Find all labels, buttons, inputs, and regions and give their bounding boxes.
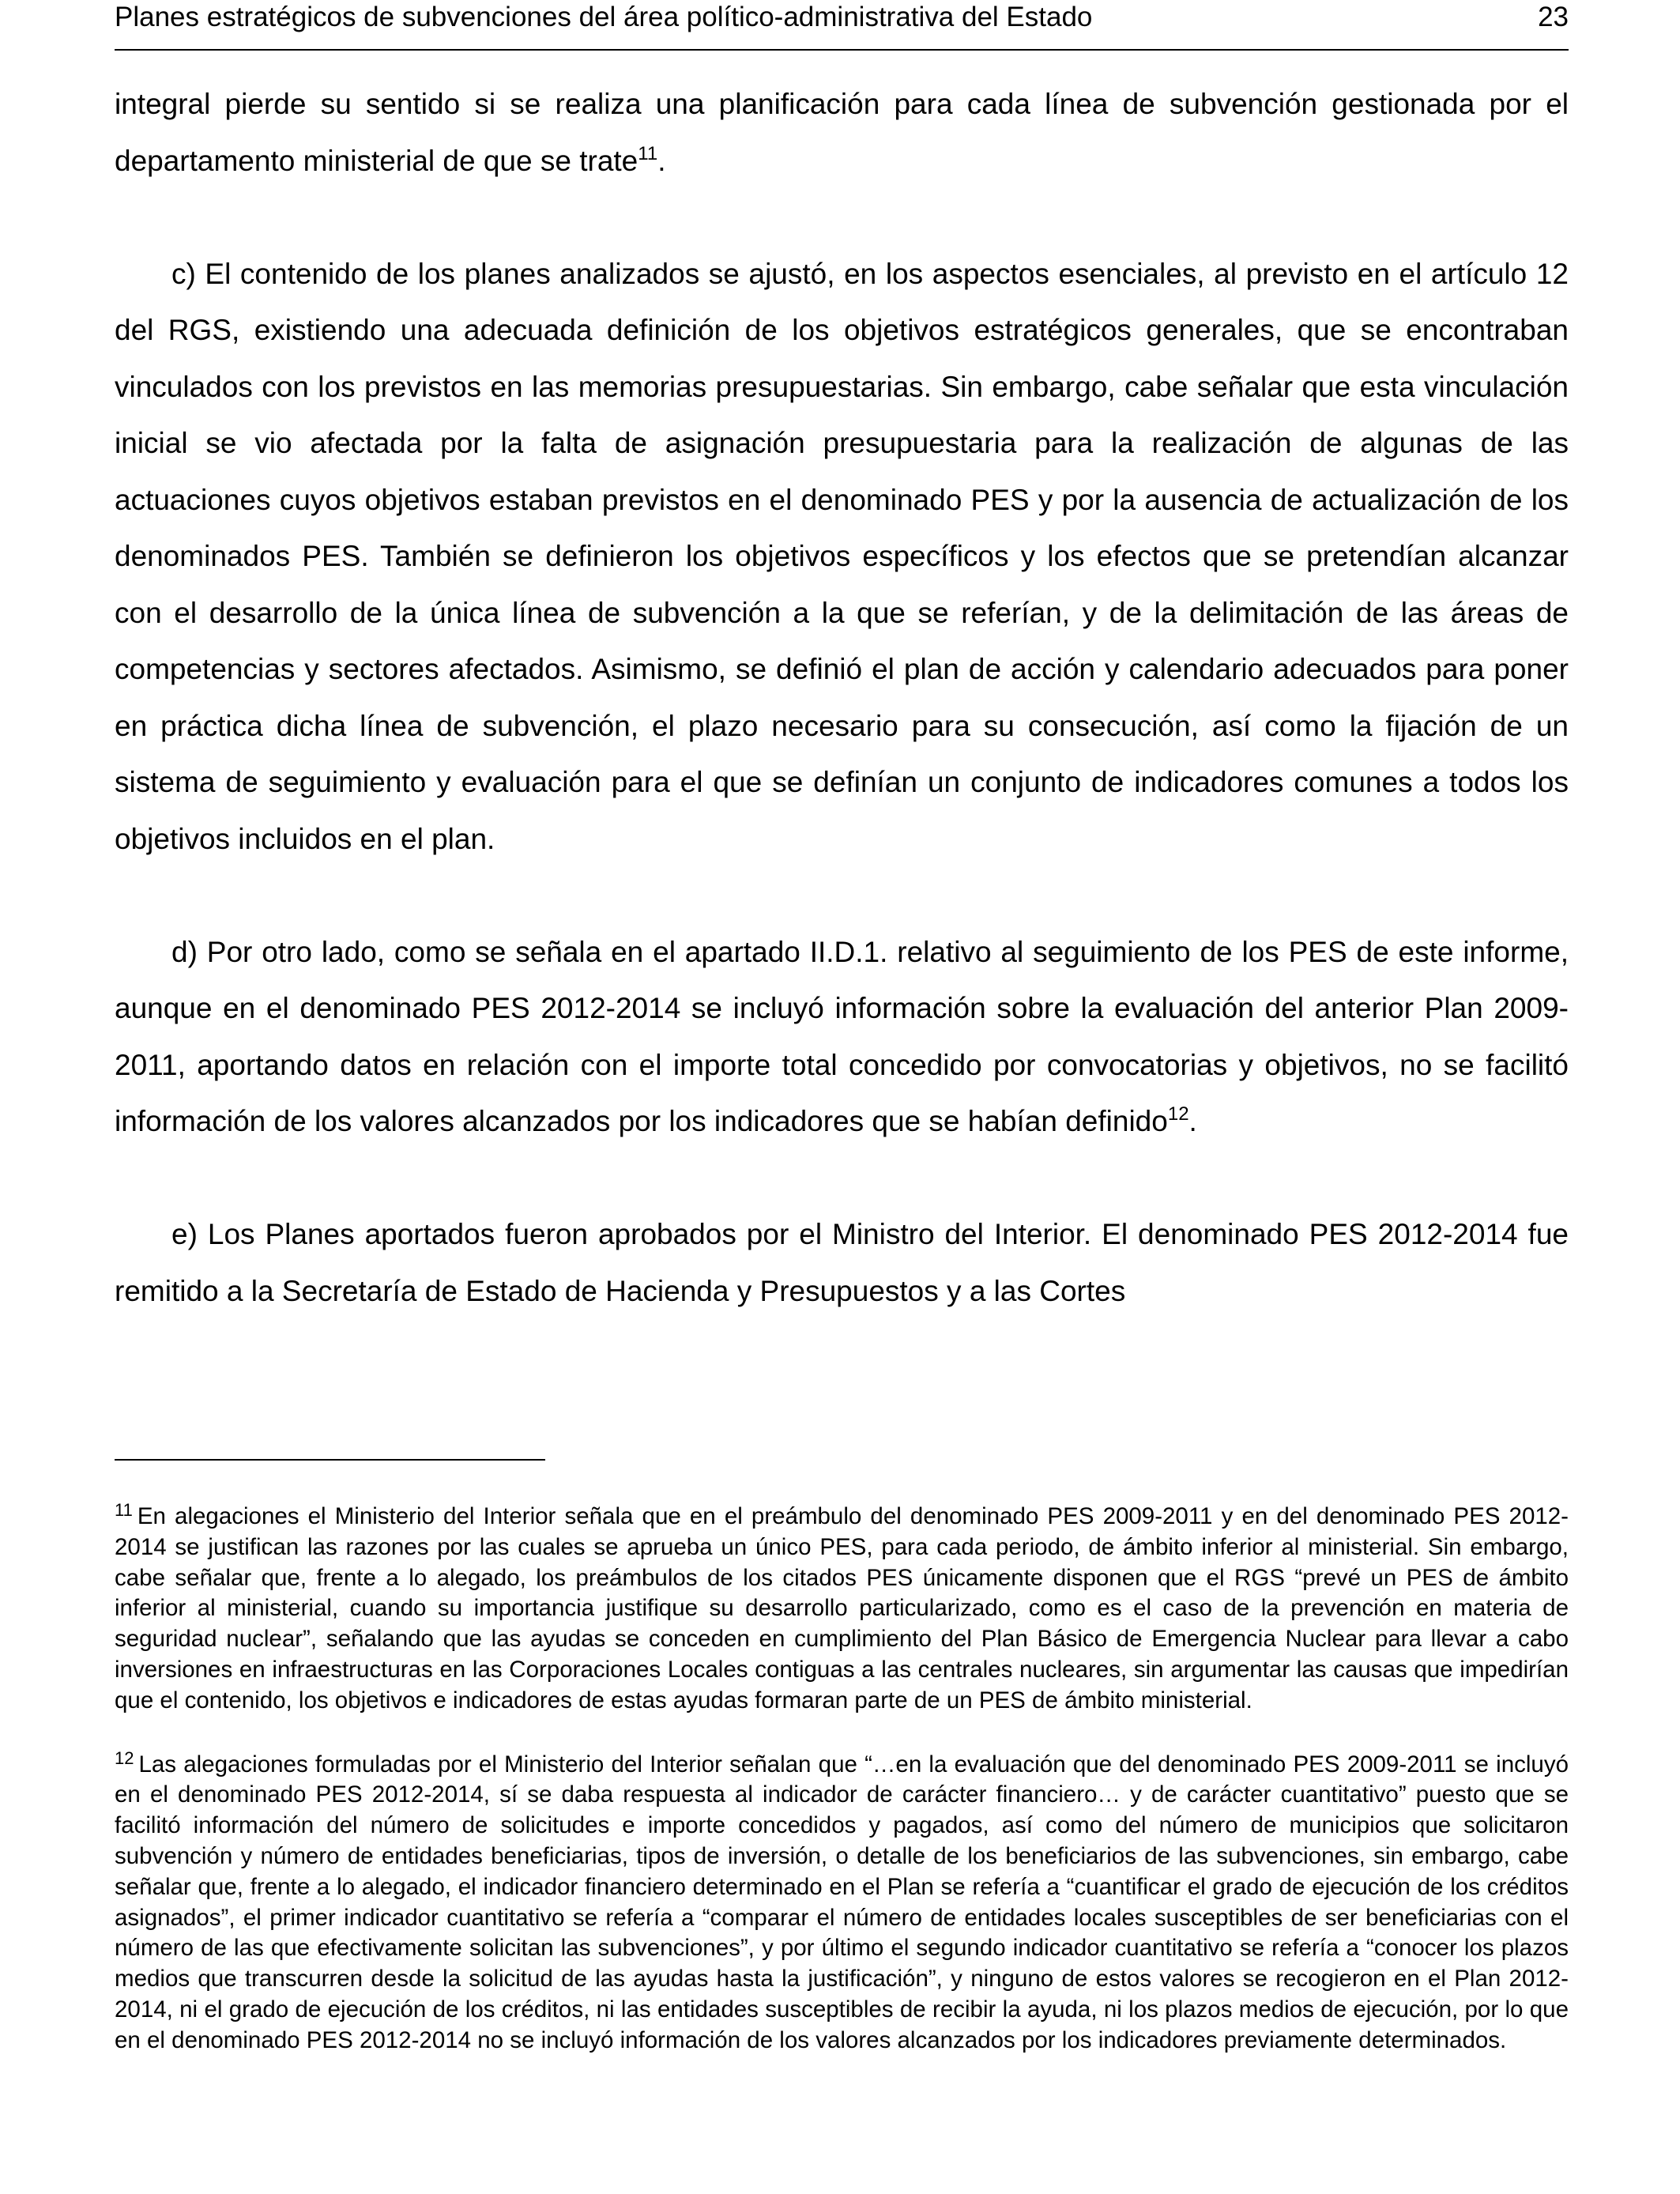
footnote-separator [115,1459,545,1461]
paragraph-continuation: integral pierde su sentido si se realiza una planificación para cada línea de subvención gestionada por el departamento ministerial de que se trate$^{11}$. [115,88,1569,177]
footnotes [115,1502,1569,2056]
footnote-number: 12 [115,1747,134,1768]
footnote-11 [115,1502,1569,1717]
paragraph-text: integral pierde su sentido si se realiza una planificación para cada línea de subvención gestionada por el departamento ministerial de que se trate [115,88,1569,177]
page-header [115,0,1569,51]
paragraph-d: d) Por otro lado, como se señala en el apartado II.D.1. relativo al seguimiento de los PES de este informe, aunque en el denominado PES 2012-2014 se incluyó información sobre la evaluación del anterior Plan 2009-2011, aportando datos en relación con el importe total concedido por convocatorias y objetivos, no se facilitó información de los valores alcanzados por los indicadores que se habían definido$^{12}$. [115,935,1569,1137]
header-title: Planes estratégicos de subvenciones del área político-administrativa del Estado [115,2,1093,32]
main-text [115,76,1569,1319]
paragraph-c [115,246,1569,868]
footnote-ref-11[interactable]: 11 [638,142,658,164]
footnote-text: En alegaciones el Ministerio del Interior señala que en el preámbulo del denominado PES 2009-2011 y en del denominado PES 2012-2014 se justifican las razones por las cuales se aprueba un único PES, para cada periodo, de ámbito inferior al ministerial. Sin embargo, cabe señalar que, frente a lo alegado, los preámbulos de los citados PES únicamente disponen que el RGS “prevé un PES de ámbito inferior al ministerial, cuando su importancia justifique su desarrollo particularizado, como es el caso de la prevención en materia de seguridad nuclear”, señalando que las ayudas se conceden en cumplimiento del Plan Básico de Emergencia Nuclear para llevar a cabo inversiones en infraestructuras en las Corporaciones Locales contiguas a las centrales nucleares, sin argumentar las causas que impedirían que el contenido, los objetivos e indicadores de estas ayudas formaran parte de un PES de ámbito ministerial. [115,1503,1569,1713]
paragraph-e [115,1206,1569,1319]
paragraph-text: d) Por otro lado, como se señala en el apartado II.D.1. relativo al seguimiento de los PES de este informe, aunque en el denominado PES 2012-2014 se incluyó información sobre la evaluación del anterior Plan 2009-2011, aportando datos en relación con el importe total concedido por convocatorias y objetivos, no se facilitó información de los valores alcanzados por los indicadores que se habían definido [115,935,1569,1137]
footnote-12 [115,1747,1569,2056]
paragraph-text: e) Los Planes aportados fueron aprobados por el Ministro del Interior. El denominado PES 2012-2014 fue remitido a la Secretaría de Estado de Hacienda y Presupuestos y a las Cortes [115,1218,1569,1307]
footnote-ref-12[interactable]: 12 [1167,1103,1189,1125]
paragraph-text: c) El contenido de los planes analizados se ajustó, en los aspectos esenciales, al previsto en el artículo 12 del RGS, existiendo una adecuada definición de los objetivos estratégicos generales, que se encontraban vinculados con los previstos en las memorias presupuestarias. Sin embargo, cabe señalar que esta vinculación inicial se vio afectada por la falta de asignación presupuestaria para la realización de algunas de las actuaciones cuyos objetivos estaban previstos en el denominado PES y por la ausencia de actualización de los denominados PES. También se definieron los objetivos específicos y los efectos que se pretendían alcanzar con el desarrollo de la única línea de subvención a la que se referían, y de la delimitación de las áreas de competencias y sectores afectados. Asimismo, se definió el plan de acción y calendario adecuados para poner en práctica dicha línea de subvención, el plazo necesario para su consecución, así como la fijación de un sistema de seguimiento y evaluación para el que se definían un conjunto de indicadores comunes a todos los objetivos incluidos en el plan. [115,257,1569,855]
footnote-text: Las alegaciones formuladas por el Ministerio del Interior señalan que “…en la evaluación que del denominado PES 2009-2011 se incluyó en el denominado PES 2012-2014, sí se daba respuesta al indicador de carácter financiero… y de carácter cuantitativo” puesto que se facilitó información del número de solicitudes e importe concedidos y pagados, así como del número de municipios que solicitaron subvención y número de entidades beneficiarias, tipos de inversión, o detalle de los beneficiarios de las subvenciones, sin embargo, cabe señalar que, frente a lo alegado, el indicador financiero determinado en el Plan se refería a “cuantificar el grado de ejecución de los créditos asignados”, el primer indicador cuantitativo se refería a “comparar el número de entidades locales susceptibles de ser beneficiarias con el número de las que efectivamente solicitan las subvenciones”, y por último el segundo indicador cuantitativo se refería a “conocer los plazos medios que transcurren desde la solicitud de las ayudas hasta la justificación”, y ninguno de estos valores se recogieron en el Plan 2012-2014, ni el grado de ejecución de los créditos, ni las entidades susceptibles de recibir la ayuda, ni los plazos medios de ejecución, por lo que en el denominado PES 2012-2014 no se incluyó información de los valores alcanzados por los indicadores previamente determinados. [115,1751,1569,2053]
page-number: 23 [1538,2,1569,32]
footnote-number: 11 [115,1500,133,1520]
